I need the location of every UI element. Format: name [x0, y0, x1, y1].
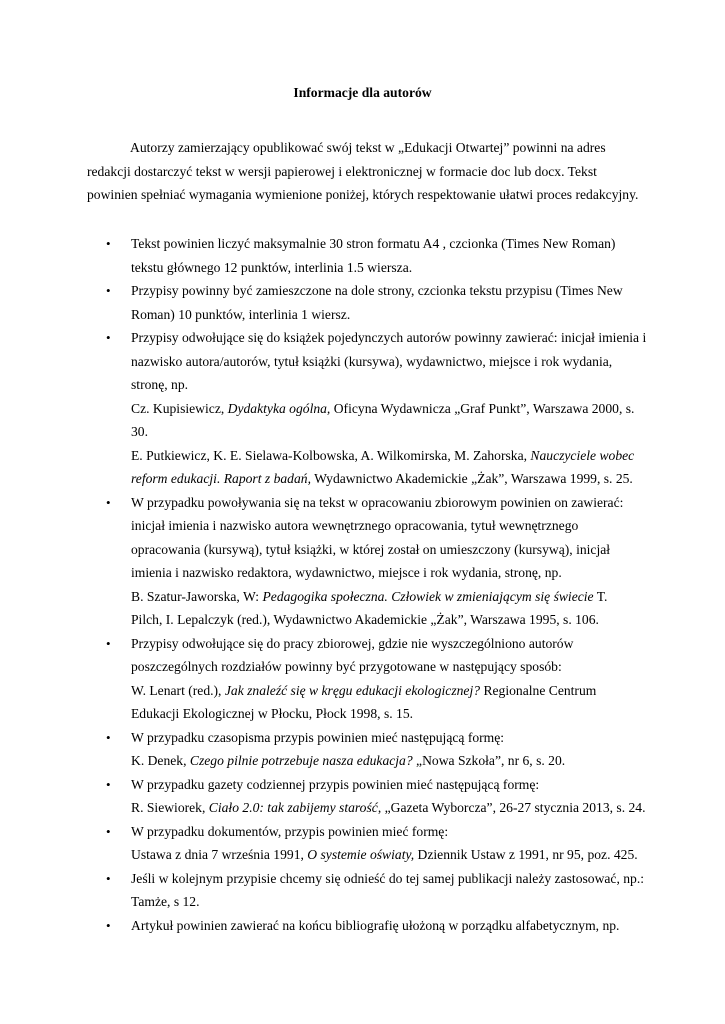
text-segment: poszczególnych rozdziałów powinny być przygotowane w następujący sposób:	[131, 659, 562, 674]
list-item-line	[131, 679, 651, 703]
text-segment: opracowania (kursywą), tytuł książki, w której został on umieszczony (kursywą), inicjał	[131, 541, 611, 557]
list-item	[106, 773, 651, 820]
intro-paragraph	[87, 136, 647, 207]
italic-text: O systemie oświaty,	[307, 847, 415, 862]
list-item-line	[131, 890, 651, 914]
list-item-line	[131, 467, 651, 491]
text-segment: Przypisy odwołujące się do książek pojedynczych autorów powinny zawierać: inicjał imienia i	[131, 330, 647, 345]
guidelines-list	[106, 232, 651, 937]
text-segment: Tamże, s 12.	[131, 894, 200, 909]
bullet-icon: •	[106, 330, 111, 345]
text-segment: inicjał imienia i nazwisko autora wewnętrznego opracowania, tytuł wewnętrznego	[131, 518, 579, 533]
list-item-line	[131, 232, 651, 256]
text-segment: Artykuł powinien zawierać na końcu bibliografię ułożoną w porządku alfabetycznym, np.	[131, 917, 620, 933]
text-segment: Regionalne Centrum	[480, 682, 597, 698]
text-segment: Tekst powinien liczyć maksymalnie 30 stron formatu A4 , czcionka (Times New Roman)	[131, 236, 616, 251]
list-item-line	[131, 514, 651, 538]
list-item-line	[131, 256, 651, 280]
text-segment: B. Szatur-Jaworska, W:	[131, 588, 263, 604]
text-segment: stronę, np.	[131, 377, 189, 392]
bullet-icon: •	[106, 870, 111, 886]
text-segment: W przypadku czasopisma przypis powinien mieć następującą formę:	[131, 729, 505, 745]
text-segment: nazwisko autora/autorów, tytuł książki (kursywa), wydawnictwo, miejsce i rok wydania,	[131, 353, 613, 369]
list-item-line	[131, 350, 651, 374]
italic-text: Ciało 2.0: tak zabijemy starość	[208, 800, 378, 815]
italic-text: reform edukacji. Raport z badań,	[131, 471, 311, 486]
text-segment: Pilch, I. Lepalczyk (red.), Wydawnictwo Akademickie „Żak”, Warszawa 1995, s. 106.	[131, 612, 599, 627]
text-segment: R. Siewiorek,	[131, 800, 209, 815]
text-segment: Dziennik Ustaw z 1991, nr 95, poz. 425.	[414, 847, 638, 862]
intro-line: Autorzy zamierzający opublikować swój tekst w „Edukacji Otwartej” powinni na adres	[130, 140, 606, 155]
text-segment: W. Lenart (red.),	[131, 682, 225, 698]
italic-text: Nauczyciele wobec	[530, 447, 635, 463]
page-title: Informacje dla autorów	[293, 85, 432, 100]
list-item-line	[131, 420, 651, 444]
italic-text: Dydaktyka ogólna,	[227, 400, 331, 416]
text-segment: 30.	[131, 424, 148, 439]
list-item-line	[131, 655, 651, 679]
text-segment: Ustawa z dnia 7 września 1991,	[131, 847, 308, 862]
list-item-line	[131, 561, 651, 585]
text-segment: Przypisy odwołujące się do pracy zbiorowej, gdzie nie wyszczególniono autorów	[131, 635, 574, 651]
list-item	[106, 491, 651, 632]
text-segment: W przypadku gazety codziennej przypis powinien mieć następującą formę:	[131, 776, 540, 792]
italic-text: Jak znaleźć się w kręgu edukacji ekologicznej?	[224, 682, 481, 698]
list-item-line	[131, 820, 651, 844]
text-segment: Edukacji Ekologicznej w Płocku, Płock 1998, s. 15.	[131, 706, 414, 721]
text-segment: Jeśli w kolejnym przypisie chcemy się odnieść do tej samej publikacji należy zastosować, np.:	[131, 870, 645, 886]
bullet-icon: •	[106, 494, 111, 510]
list-item-line	[131, 843, 651, 867]
intro-line: powinien spełniać wymagania wymienione poniżej, których respektowanie ułatwi proces redakcyjny.	[87, 187, 639, 202]
text-segment: Cz. Kupisiewicz,	[131, 400, 228, 416]
text-segment: Wydawnictwo Akademickie „Żak”, Warszawa 1999, s. 25.	[310, 471, 633, 486]
list-item-line	[131, 397, 651, 421]
list-item-line	[131, 538, 651, 562]
list-item-line	[131, 608, 651, 632]
bullet-icon: •	[106, 776, 111, 792]
list-item	[106, 726, 651, 773]
list-item-line	[131, 279, 651, 303]
list-item-line	[131, 702, 651, 726]
text-segment: , „Gazeta Wyborcza”, 26-27 stycznia 2013, s. 24.	[377, 800, 646, 815]
list-item-line	[131, 914, 651, 938]
bullet-icon: •	[106, 283, 111, 298]
list-item-line	[131, 373, 651, 397]
list-item	[106, 914, 651, 938]
text-segment: K. Denek,	[131, 753, 190, 768]
bullet-icon: •	[106, 236, 111, 251]
text-segment: E. Putkiewicz, K. E. Sielawa-Kolbowska, A. Wilkomirska, M. Zahorska,	[131, 447, 531, 463]
list-item-line	[131, 867, 651, 891]
list-item	[106, 326, 651, 491]
text-segment: W przypadku dokumentów, przypis powinien mieć formę:	[131, 823, 449, 839]
list-item-line	[131, 491, 651, 515]
list-item	[106, 820, 651, 867]
text-segment: Roman) 10 punktów, interlinia 1 wiersz.	[131, 306, 351, 322]
list-item-line	[131, 585, 651, 609]
list-item-line	[131, 749, 651, 773]
italic-text: Czego pilnie potrzebuje nasza edukacja?	[189, 753, 413, 768]
list-item	[106, 279, 651, 326]
list-item-line	[131, 726, 651, 750]
list-item-line	[131, 773, 651, 797]
bullet-icon: •	[106, 917, 111, 933]
text-segment: Oficyna Wydawnicza „Graf Punkt”, Warszawa 2000, s.	[330, 400, 635, 416]
list-item-line	[131, 444, 651, 468]
bullet-icon: •	[106, 635, 111, 651]
text-segment: Przypisy powinny być zamieszczone na dole strony, czcionka tekstu przypisu (Times New	[131, 283, 623, 298]
list-item	[106, 232, 651, 279]
text-segment: „Nowa Szkoła”, nr 6, s. 20.	[412, 753, 566, 768]
intro-line: redakcji dostarczyć tekst w wersji papierowej i elektronicznej w formacie doc lub docx. Tekst	[87, 163, 597, 179]
list-item	[106, 867, 651, 914]
list-item-line	[131, 326, 651, 350]
text-segment: tekstu głównego 12 punktów, interlinia 1.5 wiersza.	[131, 259, 413, 275]
text-segment: imienia i nazwisko redaktora, wydawnictwo, miejsce i rok wydania, stronę, np.	[131, 565, 562, 580]
list-item-line	[131, 303, 651, 327]
bullet-icon: •	[106, 823, 111, 839]
bullet-icon: •	[106, 729, 111, 745]
list-item	[106, 632, 651, 726]
list-item-line	[131, 796, 651, 820]
text-segment: T.	[593, 588, 608, 604]
list-item-line	[131, 632, 651, 656]
text-segment: W przypadku powoływania się na tekst w opracowaniu zbiorowym powinien on zawierać:	[131, 494, 624, 510]
italic-text: Pedagogika społeczna. Człowiek w zmieniającym się świecie	[262, 588, 594, 604]
